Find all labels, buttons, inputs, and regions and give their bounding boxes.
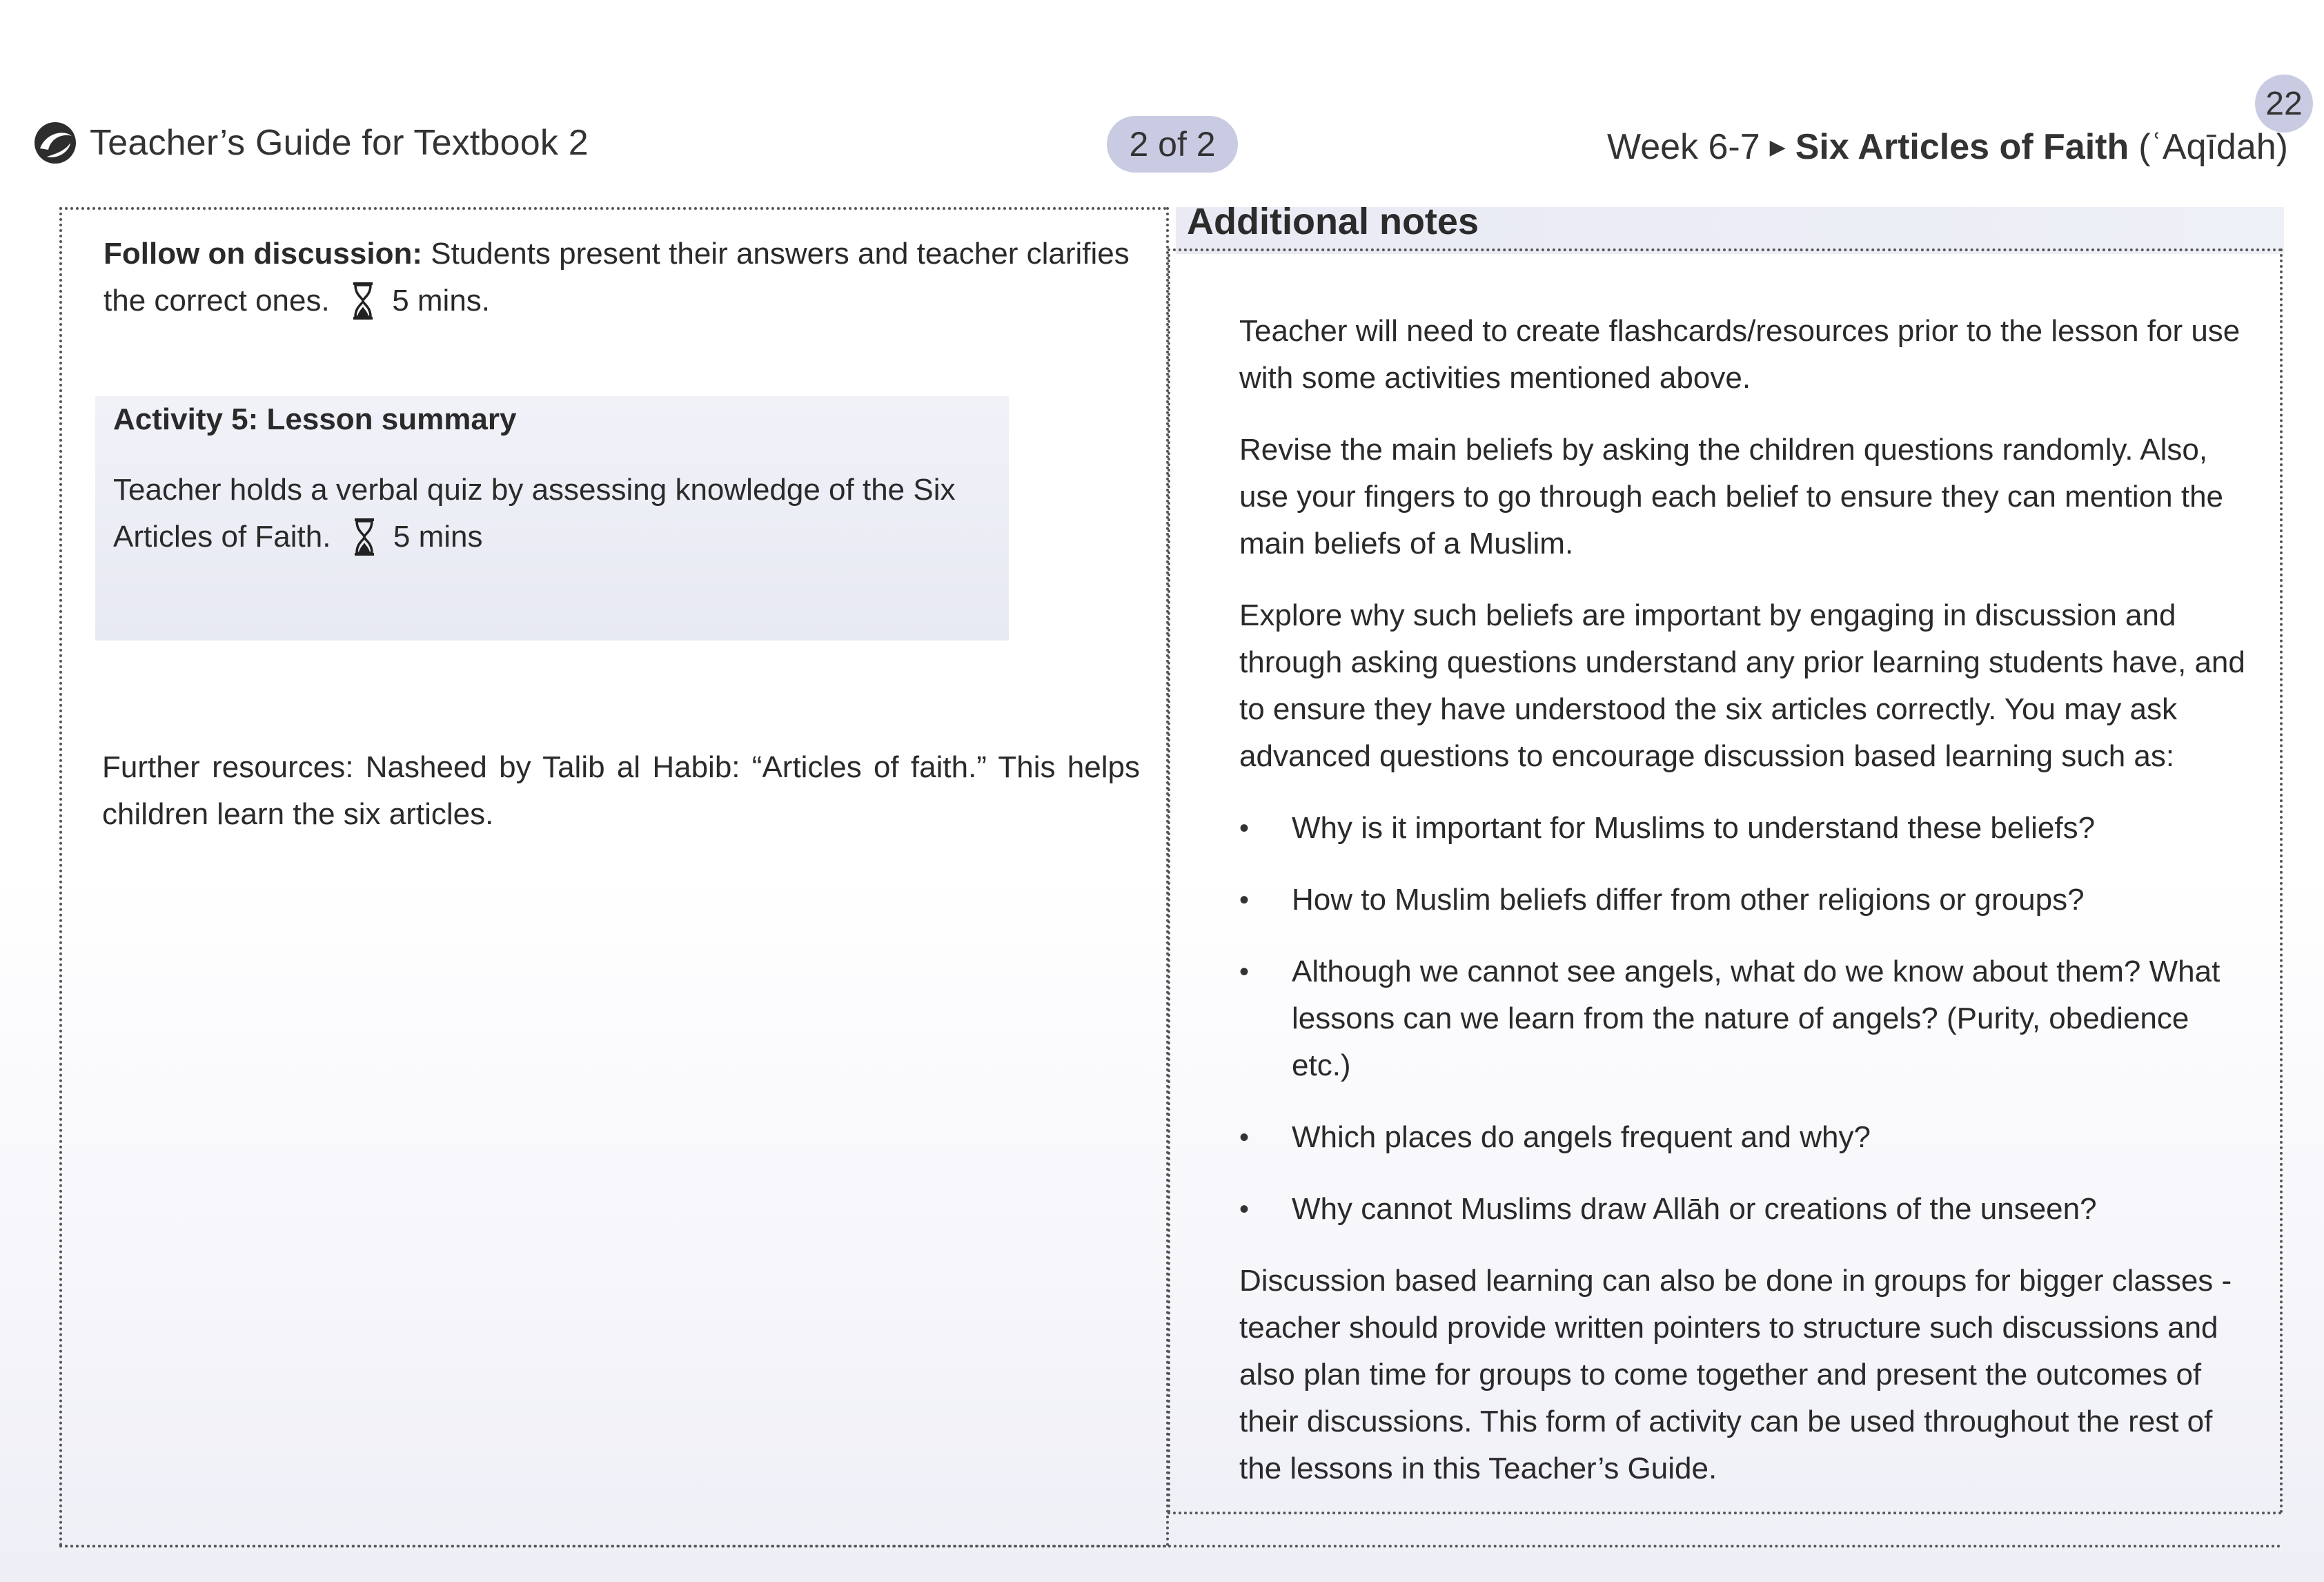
notes-body — [1239, 308, 2247, 1517]
topic-title: Six Articles of Faith — [1795, 127, 2129, 167]
follow-time: 5 mins. — [392, 284, 491, 318]
follow-label: Follow on discussion: — [104, 237, 422, 271]
bottom-border — [59, 1545, 2283, 1547]
activity-description — [113, 467, 996, 560]
topic-subtitle: (ʿAqīdah) — [2138, 127, 2288, 167]
list-item: • Why is it important for Muslims to understand these beliefs? — [1239, 805, 2247, 852]
activity-text: Teacher holds a verbal quiz by assessing knowledge of the Six Articles of Faith. — [113, 473, 956, 554]
week-label: Week 6-7 — [1607, 127, 1760, 167]
further-resources: Further resources: Nasheed by Talib al Habib: “Articles of faith.” This helps children learn the six articles. — [102, 750, 1140, 831]
notes-paragraph-2: Revise the main beliefs by asking the children questions randomly. Also, use your fingers to go through each belief to ensure they can mention the main beliefs of a Muslim. — [1239, 433, 2224, 560]
activity-time: 5 mins — [393, 520, 483, 554]
notes-paragraph-3: Explore why such beliefs are important by engaging in discussion and through asking questions understand any prior learning students have, and to ensure they have understood the six articles correctly. You may ask advanced questions to encourage discussion based learning such as: — [1239, 598, 2245, 773]
list-item: • Although we cannot see angels, what do we know about them? What lessons can we learn from the nature of angels? (Purity, obedience etc.) — [1239, 948, 2247, 1089]
activity-title: Activity 5: Lesson summary — [113, 402, 517, 436]
list-item: • How to Muslim beliefs differ from other religions or groups? — [1239, 877, 2247, 924]
page-number-badge: 22 — [2255, 75, 2313, 133]
question-list — [1239, 805, 2247, 1233]
notes-paragraph-4: Discussion based learning can also be done in groups for bigger classes - teacher should provide written pointers to structure such discussions and also plan time for groups to come together and present the outcomes of their discussions. This form of activity can be used throughout the rest of the lessons in this Teacher’s Guide. — [1239, 1264, 2232, 1485]
follow-on-discussion — [104, 231, 1152, 324]
header-breadcrumb — [1607, 116, 2288, 178]
hourglass-icon — [351, 518, 378, 556]
page-indicator-badge: 2 of 2 — [1107, 116, 1238, 173]
caret-right-icon: ▶ — [1769, 135, 1786, 159]
follow-text: Students present their answers and teacher clarifies the correct ones. — [104, 237, 1130, 318]
hourglass-icon — [349, 282, 377, 320]
header-left — [33, 112, 589, 174]
swirl-logo-icon — [33, 121, 77, 165]
notes-paragraph-1: Teacher will need to create flashcards/resources prior to the lesson for use with some activities mentioned above. — [1239, 314, 2241, 395]
guide-title: Teacher’s Guide for Textbook 2 — [90, 123, 589, 163]
list-item: • Why cannot Muslims draw Allāh or creations of the unseen? — [1239, 1186, 2247, 1233]
list-item: • Which places do angels frequent and why? — [1239, 1114, 2247, 1161]
notes-title: Additional notes — [1187, 201, 1479, 242]
